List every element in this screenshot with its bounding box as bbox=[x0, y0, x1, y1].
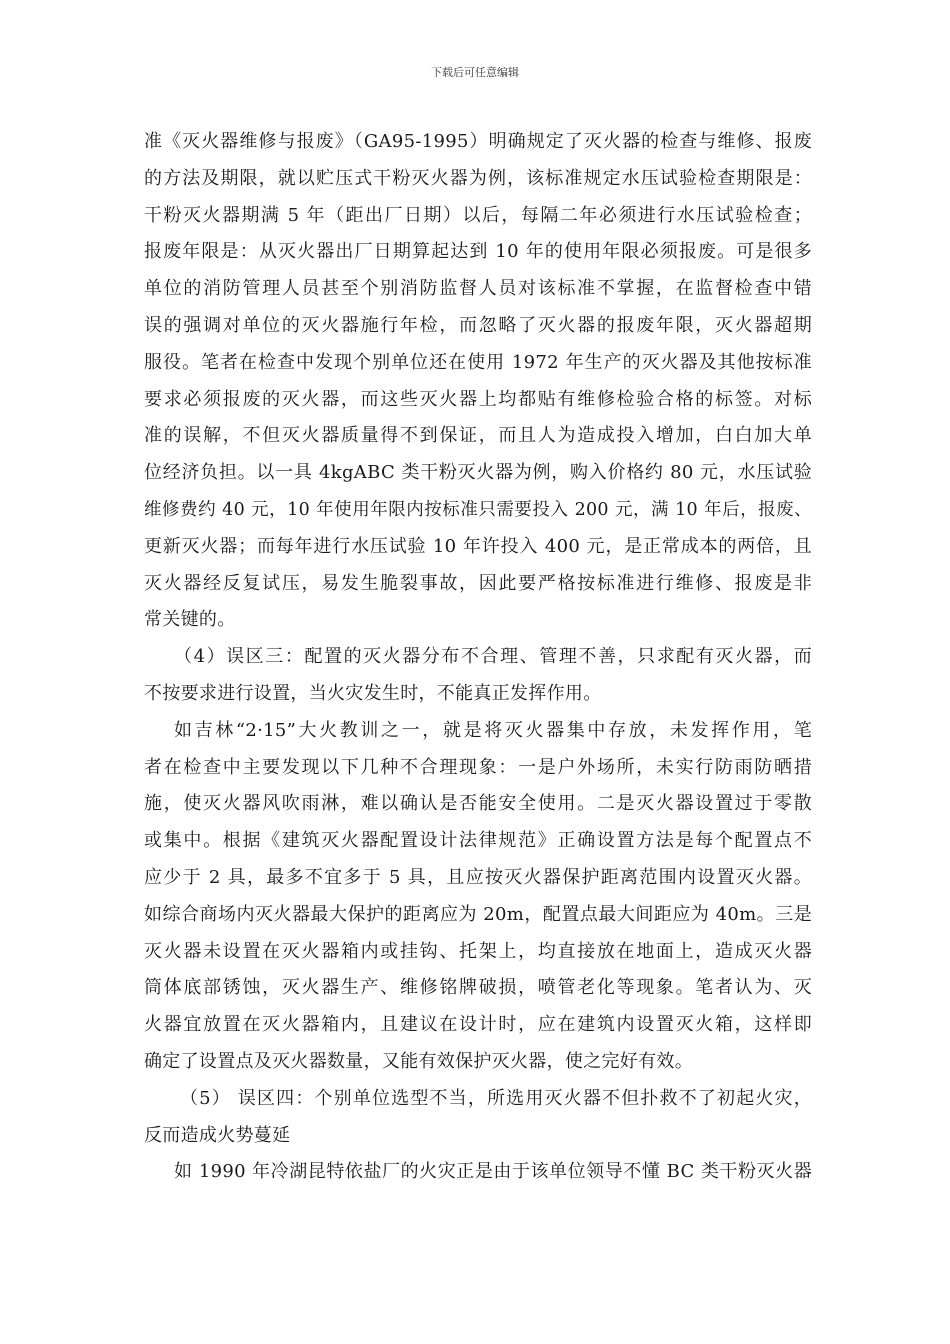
text-line: 施，使灭火器风吹雨淋，难以确认是否能安全使用。二是灭火器设置过于零散 bbox=[144, 793, 812, 815]
text-line: 或集中。根据《建筑灭火器配置设计法律规范》正确设置方法是每个配置点不 bbox=[144, 830, 812, 852]
text-line: 常关键的。 bbox=[144, 609, 236, 631]
page-header: 下载后可任意编辑 bbox=[431, 66, 519, 79]
text-line: 如综合商场内灭火器最大保护的距离应为 20m，配置点最大间距应为 40m。三是 bbox=[144, 903, 812, 925]
text-line: 火器宜放置在灭火器箱内，且建议在设计时，应在建筑内设置灭火箱，这样即 bbox=[144, 1014, 812, 1036]
text-line: 不按要求进行设置，当火灾发生时，不能真正发挥作用。 bbox=[144, 682, 602, 704]
text-line: （5） 误区四：个别单位选型不当，所选用灭火器不但扑救不了初起火灾， bbox=[180, 1087, 812, 1109]
text-line: 灭火器未设置在灭火器箱内或挂钩、托架上，均直接放在地面上，造成灭火器 bbox=[144, 940, 812, 962]
text-line: 单位的消防管理人员甚至个别消防监督人员对该标准不掌握，在监督检查中错 bbox=[144, 278, 812, 300]
text-line: 如 1990 年冷湖昆特依盐厂的火灾正是由于该单位领导不懂 BC 类干粉灭火器 bbox=[174, 1161, 812, 1183]
text-line: （4）误区三：配置的灭火器分布不合理、管理不善，只求配有灭火器，而 bbox=[174, 646, 812, 668]
text-line: 位经济负担。以一具 4kgABC 类干粉灭火器为例，购入价格约 80 元，水压试验 bbox=[144, 462, 812, 484]
text-line: 报废年限是：从灭火器出厂日期算起达到 10 年的使用年限必须报废。可是很多 bbox=[144, 241, 812, 263]
text-line: 反而造成火势蔓延 bbox=[144, 1124, 291, 1146]
text-line: 应少于 2 具，最多不宜多于 5 具，且应按灭火器保护距离范围内设置灭火器。 bbox=[144, 866, 812, 888]
document-body bbox=[144, 124, 812, 1191]
text-line: 灭火器经反复试压，易发生脆裂事故，因此要严格按标准进行维修、报废是非 bbox=[144, 572, 812, 594]
text-line: 者在检查中主要发现以下几种不合理现象：一是户外场所，未实行防雨防晒措 bbox=[144, 756, 812, 778]
text-line: 更新灭火器；而每年进行水压试验 10 年许投入 400 元，是正常成本的两倍，且 bbox=[144, 535, 812, 557]
text-line: 维修费约 40 元，10 年使用年限内按标准只需要投入 200 元，满 10 年后，报废、 bbox=[144, 499, 812, 520]
text-line: 如吉林“2·15”大火教训之一，就是将灭火器集中存放，未发挥作用，笔 bbox=[174, 719, 812, 741]
text-line: 要求必须报废的灭火器，而这些灭火器上均都贴有维修检验合格的标签。对标 bbox=[144, 388, 812, 410]
text-line: 服役。笔者在检查中发现个别单位还在使用 1972 年生产的灭火器及其他按标准 bbox=[144, 351, 812, 373]
text-line: 干粉灭火器期满 5 年（距出厂日期）以后，每隔二年必须进行水压试验检查； bbox=[144, 204, 812, 226]
text-line: 误的强调对单位的灭火器施行年检，而忽略了灭火器的报废年限，灭火器超期 bbox=[144, 314, 812, 336]
text-line: 确定了设置点及灭火器数量，又能有效保护灭火器，使之完好有效。 bbox=[144, 1050, 693, 1072]
text-line: 准的误解，不但灭火器质量得不到保证，而且人为造成投入增加，白白加大单 bbox=[144, 425, 812, 447]
text-line: 筒体底部锈蚀，灭火器生产、维修铭牌破损，喷管老化等现象。笔者认为、灭 bbox=[144, 977, 812, 999]
text-line: 准《灭火器维修与报废》（GA95-1995）明确规定了灭火器的检查与维修、报废 bbox=[144, 131, 812, 152]
text-line: 的方法及期限，就以贮压式干粉灭火器为例，该标准规定水压试验检查期限是： bbox=[144, 167, 812, 189]
